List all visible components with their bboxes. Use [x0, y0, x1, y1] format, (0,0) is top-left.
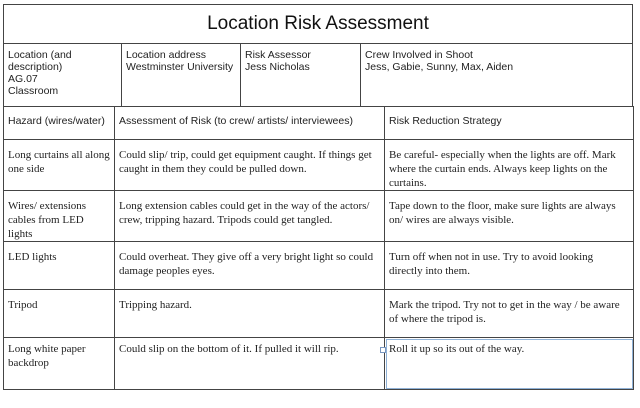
header-strategy[interactable]: Risk Reduction Strategy	[385, 107, 634, 140]
risk-cell[interactable]: Could overheat. They give off a very bright light so could damage peoples eyes.	[115, 242, 385, 290]
risk-cell[interactable]: Long extension cables could get in the way of the actors/ crew, tripping hazard. Tripods could get tangled.	[115, 191, 385, 242]
location-label: Location (and description)	[8, 49, 72, 73]
hazard-cell[interactable]: Long white paper backdrop	[4, 338, 115, 390]
hazard-cell[interactable]: LED lights	[4, 242, 115, 290]
table-row	[4, 242, 634, 290]
crew-value: Jess, Gabie, Sunny, Max, Aiden	[365, 61, 514, 73]
hazard-cell[interactable]: Tripod	[4, 290, 115, 338]
strategy-cell[interactable]: Turn off when not in use. Try to avoid looking directly into them.	[385, 242, 634, 290]
header-assessment[interactable]: Assessment of Risk (to crew/ artists/ interviewees)	[115, 107, 385, 140]
strategy-cell[interactable]: Be careful- especially when the lights are off. Mark where the curtain ends. Always keep lights on the curtains.	[385, 140, 634, 191]
risk-table	[3, 106, 634, 390]
hazard-cell[interactable]: Long curtains all along one side	[4, 140, 115, 191]
address-value: Westminster University	[126, 61, 234, 73]
risk-cell[interactable]: Tripping hazard.	[115, 290, 385, 338]
strategy-cell[interactable]: Tape down to the floor, make sure lights are always on/ wires are always visible.	[385, 191, 634, 242]
assessor-label: Risk Assessor	[245, 49, 311, 61]
header-hazard[interactable]: Hazard (wires/water)	[4, 107, 115, 140]
table-row	[4, 140, 634, 191]
strategy-cell[interactable]: Mark the tripod. Try not to get in the way / be aware of where the tripod is.	[385, 290, 634, 338]
address-cell[interactable]	[122, 44, 241, 106]
location-cell[interactable]	[4, 44, 122, 106]
risk-cell[interactable]: Could slip/ trip, could get equipment caught. If things get caught in them they could be pulled down.	[115, 140, 385, 191]
risk-assessment-document	[3, 4, 633, 390]
address-label: Location address	[126, 49, 206, 61]
assessor-value: Jess Nicholas	[245, 61, 310, 73]
location-value-description: Classroom	[8, 85, 59, 97]
table-row	[4, 338, 634, 390]
table-row	[4, 290, 634, 338]
selection-handle-top-left[interactable]	[380, 347, 386, 353]
strategy-cell-selected[interactable]: Roll it up so its out of the way.	[385, 338, 634, 390]
table-header-row	[4, 107, 634, 140]
table-row	[4, 191, 634, 242]
crew-cell[interactable]	[361, 44, 632, 106]
crew-label: Crew Involved in Shoot	[365, 49, 473, 61]
risk-cell[interactable]: Could slip on the bottom of it. If pulled it will rip.	[115, 338, 385, 390]
assessor-cell[interactable]	[241, 44, 361, 106]
info-row	[3, 43, 633, 106]
document-title: Location Risk Assessment	[3, 4, 633, 43]
hazard-cell[interactable]: Wires/ extensions cables from LED lights	[4, 191, 115, 242]
location-value-code: AG.07	[8, 73, 38, 85]
